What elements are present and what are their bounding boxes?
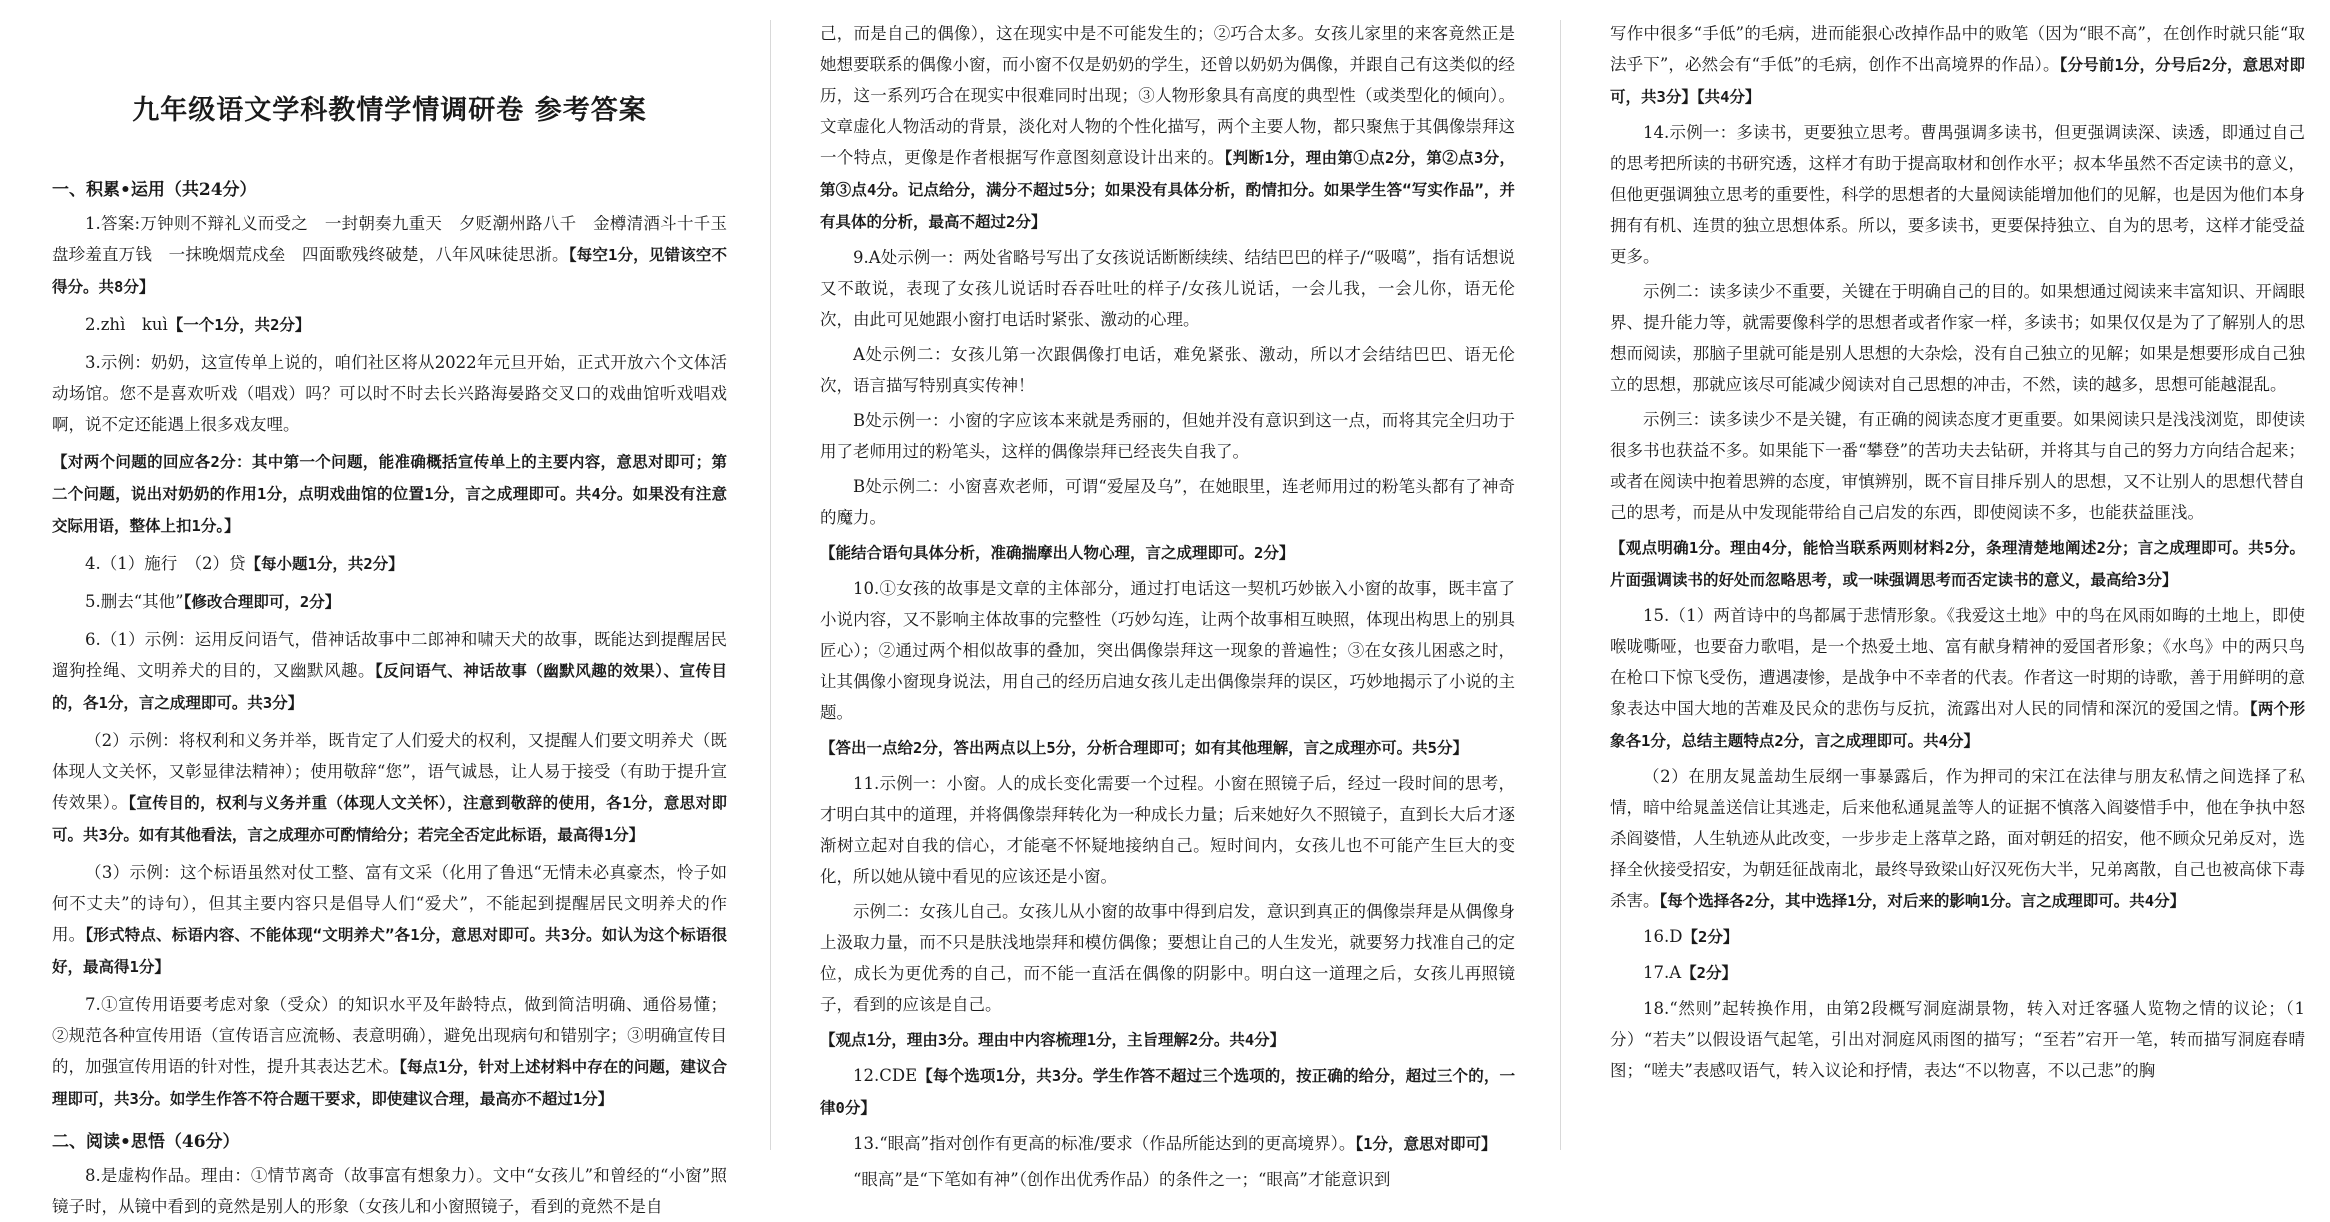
answer-paragraph	[1610, 600, 2305, 757]
answer-text: 己，而是自己的偶像），这在现实中是不可能发生的；②巧合太多。女孩儿家里的来客竟然正是她想要联系的偶像小窗，而小窗不仅是奶奶的学生，还曾以奶奶为偶像，并跟自己有这类似的经历，这一系列巧合在现实中很难同时出现；③人物形象具有高度的典型性（或类型化的倾向）。文章虚化人物活动的背景，淡化对人物的个性化描写，两个主要人物，都只聚焦于其偶像崇拜这一个特点，更像是作者根据写作意图刻意设计出来的。	[820, 24, 1515, 167]
answer-text: 8.是虚构作品。理由：①情节离奇（故事富有想象力）。文中“女孩儿”和曾经的“小窗”照镜子时，从镜中看到的竟然是别人的形象（女孩儿和小窗照镜子，看到的竟然不是自	[52, 1166, 727, 1216]
answer-text: A处示例二：女孩儿第一次跟偶像打电话，难免紧张、激动，所以才会结结巴巴、语无伦次，语言描写特别真实传神！	[820, 345, 1515, 395]
answer-text: 示例三：读多读少不是关键，有正确的阅读态度才更重要。如果阅读只是浅浅浏览，即使读很多书也获益不多。如果能下一番“攀登”的苦功夫去钻研，并将其与自己的努力方向结合起来；或者在阅读中抱着思辨的态度，审慎辨别，既不盲目排斥别人的思想，又不让别人的思想代替自己的思考，而是从中发现能带给自己启发的东西，即使阅读不多，也能获益匪浅。	[1610, 410, 2305, 522]
answer-paragraph	[820, 18, 1515, 238]
scoring-note: 【观点1分，理由3分。理由中内容梳理1分，主旨理解2分。共4分】	[820, 1031, 1286, 1049]
column-divider-2	[1560, 20, 1561, 1150]
answer-paragraph	[1610, 921, 2305, 953]
answer-text: （2）示例：将权利和义务并举，既肯定了人们爱犬的权利，又提醒人们要文明养犬（既体现人文关怀，又彰显律法精神）；使用敬辞“您”，语气诚恳，让人易于接受（有助于提升宣传效果）。	[52, 731, 727, 812]
scoring-note: 【形式特点、标语内容、不能体现“文明养犬”各1分，意思对即可。共3分。如认为这个标语很好，最高得1分】	[52, 926, 727, 976]
scoring-note: 【能结合语句具体分析，准确揣摩出人物心理，言之成理即可。2分】	[820, 544, 1295, 562]
scoring-note: 【一个1分，共2分】	[167, 316, 311, 334]
answer-paragraph	[52, 1160, 727, 1222]
column-3	[1610, 0, 2305, 1158]
scoring-note: 【宣传目的，权利与义务并重（体现人文关怀），注意到敬辞的使用，各1分，意思对即可。共3分。如有其他看法，言之成理亦可酌情给分；若完全否定此标语，最高得1分】	[52, 794, 728, 844]
answer-text: B处示例二：小窗喜欢老师，可谓“爱屋及乌”，在她眼里，连老师用过的粉笔头都有了神奇的魔力。	[820, 477, 1515, 527]
answer-paragraph	[820, 573, 1515, 728]
column-2-body	[820, 18, 1515, 1195]
answer-text: 14.示例一：多读书，更要独立思考。曹禺强调多读书，但更强调读深、读透，即通过自己的思考把所读的书研究透，这样才有助于提高取材和创作水平；叔本华虽然不否定读书的意义，但他更强调独立思考的重要性，科学的思想者的大量阅读能增加他们的见解，也是因为他们本身拥有有机、连贯的独立思想体系。所以，要多读书，更要保持独立、自为的思考，这样才能受益更多。	[1610, 123, 2305, 266]
answer-text: 示例二：女孩儿自己。女孩儿从小窗的故事中得到启发，意识到真正的偶像崇拜是从偶像身上汲取力量，而不只是肤浅地崇拜和模仿偶像；要想让自己的人生发光，就要努力找准自己的定位，成长为更优秀的自己，而不能一直活在偶像的阴影中。明白这一道理之后，女孩儿再照镜子，看到的应该是自己。	[820, 902, 1515, 1014]
scoring-note: 【修改合理即可，2分】	[183, 593, 341, 611]
answer-paragraph	[52, 208, 727, 303]
answer-paragraph	[1610, 761, 2305, 917]
answer-paragraph	[52, 624, 727, 719]
answer-text: （3）示例：这个标语虽然对仗工整、富有文采（化用了鲁迅“无情未必真豪杰，怜子如何不丈夫”的诗句），但其主要内容只是倡导人们“爱犬”，不能起到提醒居民文明养犬的作用。	[52, 863, 727, 944]
answer-text: 6.（1）示例：运用反问语气，借神话故事中二郎神和啸天犬的故事，既能达到提醒居民遛狗拴绳、文明养犬的目的，又幽默风趣。	[52, 630, 727, 680]
answer-paragraph	[820, 896, 1515, 1020]
answer-paragraph	[820, 471, 1515, 533]
answer-paragraph	[820, 1060, 1515, 1124]
page-title: 九年级语文学科教情学情调研卷 参考答案	[132, 95, 647, 126]
scoring-note: 【每个选择各2分，其中选择1分，对后来的影响1分。言之成理即可。共4分】	[1659, 892, 2186, 910]
scoring-note: 【判断1分，理由第①点2分，第②点3分，第③点4分。记点给分，满分不超过5分；如果没有具体分析，酌情扣分。如果学生答“写实作品”，并有具体的分析，最高不超过2分】	[820, 149, 1516, 231]
scoring-note: 【2分】	[1681, 964, 1737, 982]
column-1-body	[52, 208, 727, 1222]
answer-text: 示例二：读多读少不重要，关键在于明确自己的目的。如果想通过阅读来丰富知识、开阔眼界、提升能力等，就需要像科学的思想者或者作家一样，多读书；如果仅仅是为了了解别人的思想而阅读，那脑子里就可能是别人思想的大杂烩，没有自己独立的见解；如果是想要形成自己独立的思想，那就应该尽可能减少阅读对自己思想的冲击，不然，读的越多，思想可能越混乱。	[1610, 282, 2305, 394]
answer-text: 15.（1）两首诗中的鸟都属于悲情形象。《我爱这土地》中的鸟在风雨如晦的土地上，即使喉咙嘶哑，也要奋力歌唱，是一个热爱土地、富有献身精神的爱国者形象；《水鸟》中的两只鸟在枪口下惊飞受伤，遭遇凄惨，是战争中不幸者的代表。作者这一时期的诗歌，善于用鲜明的意象表达中国大地的苦难及民众的悲伤与反抗，流露出对人民的同情和深沉的爱国之情。	[1610, 606, 2305, 718]
column-divider-1	[770, 20, 771, 1150]
answer-text: 7.①宣传用语要考虑对象（受众）的知识水平及年龄特点，做到简洁明确、通俗易懂；②规范各种宣传用语（宣传语言应流畅、表意明确），避免出现病句和错别字；③明确宣传目的，加强宣传用语的针对性，提升其表达艺术。	[52, 995, 727, 1076]
scoring-note: 【2分】	[1682, 928, 1739, 946]
answer-paragraph	[1610, 276, 2305, 400]
answer-paragraph	[820, 1024, 1515, 1056]
column-3-body	[1610, 18, 2305, 1086]
answer-paragraph	[820, 405, 1515, 467]
answer-paragraph	[52, 586, 727, 618]
answer-paragraph	[820, 537, 1515, 569]
answer-paragraph	[820, 732, 1515, 764]
answer-text: 13.“眼高”指对创作有更高的标准/要求（作品所能达到的更高境界）。	[853, 1134, 1356, 1153]
answer-paragraph	[52, 857, 727, 983]
answer-paragraph	[820, 339, 1515, 401]
answer-text: （2）在朋友晁盖劫生辰纲一事暴露后，作为押司的宋江在法律与朋友私情之间选择了私情，暗中给晁盖送信让其逃走，后来他私通晁盖等人的证据不慎落入阎婆惜手中，他在争执中怒杀阎婆惜，人生轨迹从此改变，一步步走上落草之路，面对朝廷的招安，他不顾众兄弟反对，选择全伙接受招安，为朝廷征战南北，最终导致梁山好汉死伤大半，兄弟离散，自己也被高俅下毒杀害。	[1610, 767, 2305, 910]
answer-text: 17.A	[1643, 963, 1682, 982]
answer-paragraph	[820, 768, 1515, 892]
answer-paragraph	[820, 242, 1515, 335]
answer-paragraph	[1610, 18, 2305, 113]
answer-paragraph	[820, 1128, 1515, 1160]
answer-paragraph	[1610, 957, 2305, 989]
scoring-note: 【答出一点给2分，答出两点以上5分，分析合理即可；如有其他理解，言之成理亦可。共5分】	[820, 739, 1468, 757]
scoring-note: 【每小题1分，共2分】	[245, 555, 404, 573]
answer-paragraph	[1610, 993, 2305, 1086]
scoring-note: 【每空1分，见错该空不得分。共8分】	[52, 246, 728, 296]
answer-text: 4.（1）施行 （2）贷	[85, 554, 246, 573]
answer-text: 9.A处示例一：两处省略号写出了女孩说话断断续续、结结巴巴的样子/“吸噶”，指有话想说又不敢说，表现了女孩儿说话时吞吞吐吐的样子/女孩儿说话，一会儿我，一会儿你，语无伦次，由此可见她跟小窗打电话时紧张、激动的心理。	[820, 248, 1515, 329]
answer-text: 写作中很多“手低”的毛病，进而能狠心改掉作品中的败笔（因为“眼不高”，在创作时就只能“取法乎下”，必然会有“手低”的毛病，创作不出高境界的作品）。	[1610, 24, 2305, 74]
scoring-note: 【反问语气、神话故事（幽默风趣的效果）、宣传目的，各1分，言之成理即可。共3分】	[52, 662, 727, 712]
answer-text: 12.CDE	[853, 1066, 918, 1085]
answer-paragraph	[52, 446, 727, 542]
scoring-note: 【1分，意思对即可】	[1355, 1135, 1497, 1153]
answer-text: B处示例一：小窗的字应该本来就是秀丽的，但她并没有意识到这一点，而将其完全归功于用了老师用过的粉笔头，这样的偶像崇拜已经丧失自我了。	[820, 411, 1515, 461]
answer-paragraph	[1610, 404, 2305, 528]
answer-text: 10.①女孩的故事是文章的主体部分，通过打电话这一契机巧妙嵌入小窗的故事，既丰富了小说内容，又不影响主体故事的完整性（巧妙勾连，让两个故事相互映照，体现出构思上的别具匠心）；②通过两个相似故事的叠加，突出偶像崇拜这一现象的普遍性；③在女孩儿困惑之时，让其偶像小窗现身说法，用自己的经历启迪女孩儿走出偶像崇拜的误区，巧妙地揭示了小说的主题。	[820, 579, 1515, 722]
answer-text: 18.“然则”起转换作用，由第2段概写洞庭湖景物，转入对迁客骚人览物之情的议论；（1分）“若夫”以假设语气起笔，引出对洞庭风雨图的描写；“至若”宕开一笔，转而描写洞庭春晴图；“嗟夫”表感叹语气，转入议论和抒情，表达“不以物喜，不以己悲”的胸	[1610, 999, 2305, 1080]
answer-text: 3.示例：奶奶，这宣传单上说的，咱们社区将从2022年元旦开始，正式开放六个文体活动场馆。您不是喜欢听戏（唱戏）吗？可以时不时去长兴路海晏路交叉口的戏曲馆听戏唱戏啊，说不定还能遇上很多戏友哩。	[52, 353, 727, 434]
answer-paragraph	[52, 347, 727, 440]
column-1	[52, 0, 728, 1216]
answer-text: 5.删去“其他”	[85, 592, 184, 611]
scoring-note: 【观点明确1分。理由4分，能恰当联系两则材料2分，条理清楚地阐述2分；言之成理即可。共5分。片面强调读书的好处而忽略思考，或一味强调思考而否定读书的意义，最高给3分】	[1610, 539, 2305, 589]
answer-text: 1.答案:万钟则不辩礼义而受之 一封朝奏九重天 夕贬潮州路八千 金樽清酒斗十千玉盘珍羞直万钱 一抹晚烟荒戍垒 四面歌残终破楚，八年风味徒思浙。	[52, 214, 727, 264]
scoring-note: 【两个形象各1分，总结主题特点2分，言之成理即可。共4分】	[1610, 700, 2305, 750]
answer-paragraph	[52, 989, 727, 1115]
answer-paragraph	[52, 309, 727, 341]
answer-paragraph	[1610, 532, 2305, 596]
scoring-note: 【每个选项1分，共3分。学生作答不超过三个选项的，按正确的给分，超过三个的，一律0分】	[820, 1067, 1515, 1117]
answer-text: 2.zhì kuì	[85, 315, 168, 334]
column-2	[820, 0, 1516, 1189]
answer-text: 16.D	[1643, 927, 1683, 946]
answer-text: “眼高”是“下笔如有神”（创作出优秀作品）的条件之一；“眼高”才能意识到	[853, 1170, 1391, 1189]
answer-paragraph	[52, 548, 727, 580]
section-heading-2: 二、阅读•思悟（46分）	[52, 1132, 240, 1152]
answer-paragraph	[52, 725, 727, 851]
scoring-note: 【每点1分，针对上述材料中存在的问题，建议合理即可，共3分。如学生作答不符合题干要求，即使建议合理，最高亦不超过1分】	[52, 1058, 727, 1108]
answer-paragraph	[1610, 117, 2305, 272]
section-heading-1: 一、积累•运用（共24分）	[52, 180, 257, 200]
answer-paragraph	[820, 1164, 1515, 1195]
answer-text: 11.示例一：小窗。人的成长变化需要一个过程。小窗在照镜子后，经过一段时间的思考，才明白其中的道理，并将偶像崇拜转化为一种成长力量；后来她好久不照镜子，直到长大后才逐渐树立起对自我的信心，才能毫不怀疑地接纳自己。短时间内，女孩儿也不可能产生巨大的变化，所以她从镜中看见的应该还是小窗。	[820, 774, 1515, 886]
scoring-note: 【对两个问题的回应各2分：其中第一个问题，能准确概括宣传单上的主要内容，意思对即可；第二个问题，说出对奶奶的作用1分，点明戏曲馆的位置1分，言之成理即可。共4分。如果没有注意交际用语，整体上扣1分。】	[52, 453, 727, 535]
scoring-note: 【分号前1分，分号后2分，意思对即可，共3分】【共4分】	[1610, 56, 2306, 106]
